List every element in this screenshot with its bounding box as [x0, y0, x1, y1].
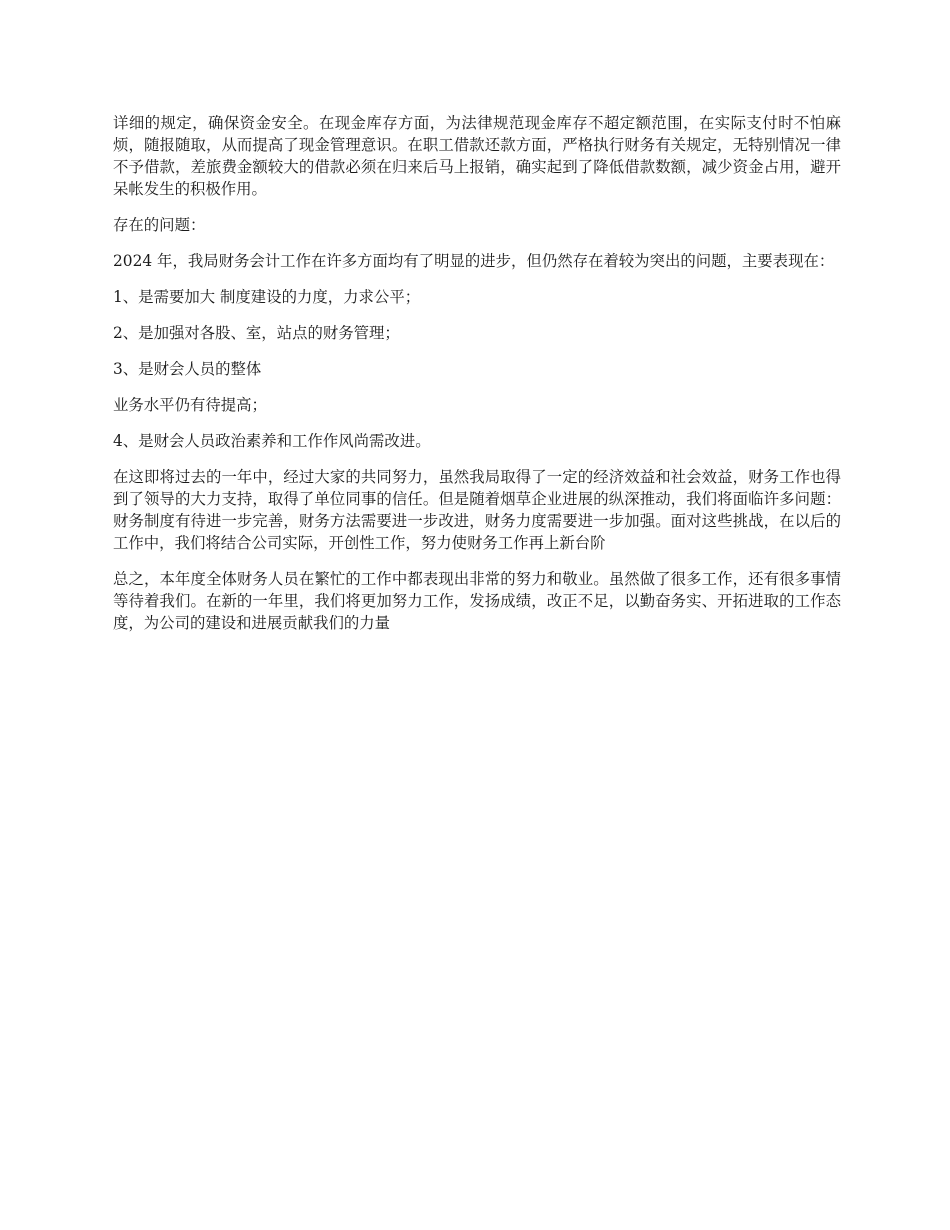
list-item-2: 2、是加强对各股、室，站点的财务管理；: [113, 324, 400, 342]
list-item-4: 4、是财会人员政治素养和工作作风尚需改进。: [113, 432, 431, 450]
list-item-3: 3、是财会人员的整体: [113, 360, 262, 378]
paragraph-year-review: 在这即将过去的一年中，经过大家的共同努力，虽然我局取得了一定的经济效益和社会效益，财务工作也得到了领导的大力支持，取得了单位同事的信任。但是随着烟草企业进展的纵深推动，我们将面临许多问题：财务制度有待进一步完善，财务方法需要进一步改进，财务力度需要进一步加强。面对这些挑战，在以后的工作中，我们将结合公司实际，开创性工作，努力使财务工作再上新台阶: [113, 468, 841, 552]
list-item-3-continued: 业务水平仍有待提高；: [113, 396, 267, 414]
paragraph-problems-intro: 2024 年，我局财务会计工作在许多方面均有了明显的进步，但仍然存在着较为突出的问题，主要表现在：: [113, 252, 835, 270]
paragraph-funds-safety: 详细的规定，确保资金安全。在现金库存方面，为法律规范现金库存不超定额范围，在实际支付时不怕麻烦，随报随取，从而提高了现金管理意识。在职工借款还款方面，严格执行财务有关规定，无特别情况一律不予借款，差旅费金额较大的借款必须在归来后马上报销，确实起到了降低借款数额，减少资金占用，避开呆帐发生的积极作用。: [113, 114, 841, 198]
paragraph-problems-heading: 存在的问题：: [113, 216, 206, 234]
paragraph-conclusion: 总之，本年度全体财务人员在繁忙的工作中都表现出非常的努力和敬业。虽然做了很多工作，还有很多事情等待着我们。在新的一年里，我们将更加努力工作，发扬成绩，改正不足，以勤奋务实、开拓进取的工作态度，为公司的建设和进展贡献我们的力量: [113, 570, 841, 632]
document-page: [113, 112, 841, 648]
list-item-1: 1、是需要加大 制度建设的力度，力求公平；: [113, 288, 421, 306]
